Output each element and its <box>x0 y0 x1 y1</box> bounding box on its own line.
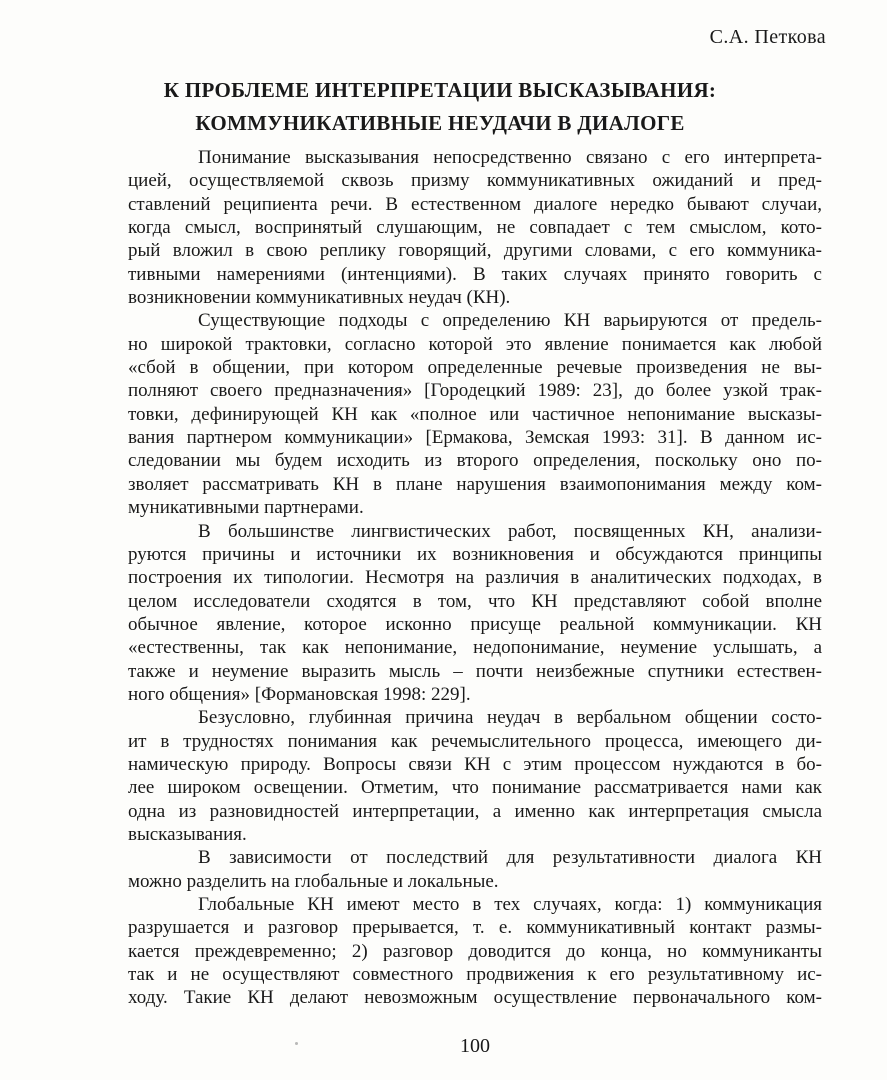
text-line: «естественны, так как непонимание, недопонимание, неумение услышать, а <box>128 637 822 659</box>
text-line: В большинстве лингвистических работ, посвященных КН, анализи- <box>198 520 822 542</box>
page-number: 100 <box>460 1035 490 1057</box>
text-line: Существующие подходы с определению КН варьируются от предель- <box>198 310 822 332</box>
text-line: можно разделить на глобальные и локальные. <box>128 870 499 892</box>
paragraph <box>128 846 822 893</box>
text-line: ходу. Такие КН делают невозможным осуществление первоначального ком- <box>128 987 822 1009</box>
paragraph <box>128 146 822 309</box>
text-line: но широкой трактовки, согласно которой это явление понимается как любой <box>128 333 822 355</box>
article-title-line-2: КОММУНИКАТИВНЫЕ НЕУДАЧИ В ДИАЛОГЕ <box>195 111 685 135</box>
text-line: вания партнером коммуникации» [Ермакова, Земская 1993: 31]. В данном ис- <box>128 427 822 449</box>
paragraph <box>128 309 822 519</box>
author-name: С.А. Петкова <box>709 26 826 48</box>
text-line: Безусловно, глубинная причина неудач в вербальном общении состо- <box>198 707 822 729</box>
text-line: лее широком освещении. Отметим, что понимание рассматривается нами как <box>128 777 822 799</box>
text-line: разрушается и разговор прерывается, т. е. коммуникативный контакт размы- <box>128 917 822 939</box>
text-line: одна из разновидностей интерпретации, а именно как интерпретация смысла <box>128 800 822 822</box>
text-line: возникновении коммуникативных неудач (КН). <box>128 287 511 309</box>
text-line: ставлений реципиента речи. В естественном диалоге нередко бывают случаи, <box>128 193 822 215</box>
article-title-line-1: К ПРОБЛЕМЕ ИНТЕРПРЕТАЦИИ ВЫСКАЗЫВАНИЯ: <box>163 78 717 102</box>
text-line: обычное явление, которое исконно присуще реальной коммуникации. КН <box>128 613 822 635</box>
text-line: Понимание высказывания непосредственно связано с его интерпрета- <box>198 147 822 168</box>
text-line: Глобальные КН имеют место в тех случаях, когда: 1) коммуникация <box>198 894 822 915</box>
text-line: цией, осуществляемой сквозь призму коммуникативных ожиданий и пред- <box>128 170 822 192</box>
text-line: полняют своего предназначения» [Городецкий 1989: 23], до более узкой трак- <box>128 380 822 402</box>
text-line: намическую природу. Вопросы связи КН с этим процессом нуждаются в бо- <box>128 753 822 775</box>
text-line: рый вложил в свою реплику говорящий, другими словами, с его коммуника- <box>128 240 822 262</box>
text-line: кается преждевременно; 2) разговор доводится до конца, но коммуниканты <box>128 940 822 962</box>
text-line: так и не осуществляют совместного продвижения к его результативному ис- <box>128 964 822 986</box>
text-line: ит в трудностях понимания как речемыслительного процесса, имеющего ди- <box>128 730 822 752</box>
text-line: когда смысл, воспринятый слушающим, не совпадает с тем смыслом, кото- <box>128 217 822 239</box>
text-line: В зависимости от последствий для результативности диалога КН <box>198 847 822 869</box>
text-line: зволяет рассматривать КН в плане нарушения взаимопонимания между ком- <box>128 473 822 495</box>
text-line: целом исследователи сходятся в том, что КН представляют собой вполне <box>128 590 822 612</box>
text-line: тивными намерениями (интенциями). В таких случаях принято говорить с <box>128 263 822 285</box>
paragraph <box>128 520 822 707</box>
text-line: ного общения» [Формановская 1998: 229]. <box>128 683 471 705</box>
text-line: муникативными партнерами. <box>128 497 364 519</box>
text-line: также и неумение выразить мысль – почти неизбежные спутники естествен- <box>128 660 822 682</box>
text-line: построения их типологии. Несмотря на различия в аналитических подходах, в <box>128 567 822 589</box>
text-line: руются причины и источники их возникновения и обсуждаются принципы <box>128 543 822 565</box>
paragraph <box>128 893 822 1010</box>
article-body <box>128 146 822 1010</box>
article-title <box>0 74 880 140</box>
text-line: следовании мы будем исходить из второго определения, поскольку оно по- <box>128 450 822 472</box>
paragraph <box>128 706 822 846</box>
text-line: товки, дефинирующей КН как «полное или частичное непонимание высказы- <box>128 403 822 425</box>
text-line: высказывания. <box>128 823 247 845</box>
text-line: «сбой в общении, при котором определенные речевые произведения не вы- <box>128 357 822 379</box>
